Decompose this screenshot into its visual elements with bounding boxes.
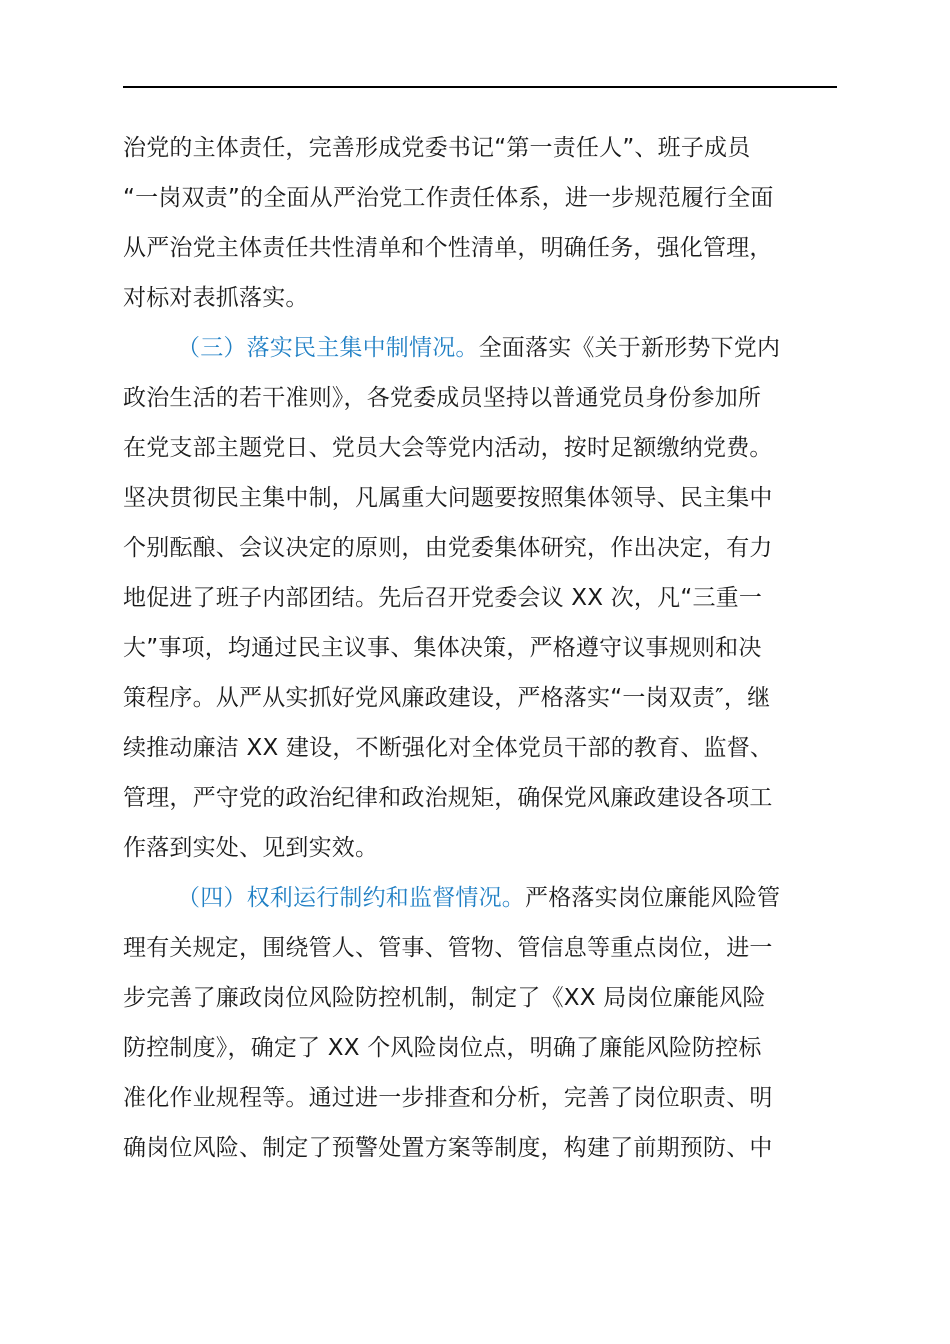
text-line: 作落到实处、见到实效。 xyxy=(123,835,379,861)
text-line: 步完善了廉政岗位风险防控机制，制定了《XX 局岗位廉能风险 xyxy=(123,985,766,1011)
document-body xyxy=(123,123,837,1173)
text-line: 理有关规定，围绕管人、管事、管物、管信息等重点岗位，进一 xyxy=(123,935,773,961)
section-heading-4: （四）权利运行制约和监督情况。 xyxy=(177,885,525,911)
header-rule xyxy=(123,86,837,88)
text-line: 确岗位风险、制定了预警处置方案等制度，构建了前期预防、中 xyxy=(123,1135,773,1161)
text-line xyxy=(123,323,837,373)
text-line: “一岗双责”的全面从严治党工作责任体系，进一步规范履行全面 xyxy=(123,185,774,211)
text-run: 全面落实《关于新形势下党内 xyxy=(478,335,781,361)
text-line: 大”事项，均通过民主议事、集体决策，严格遵守议事规则和决 xyxy=(123,635,762,661)
text-line: 策程序。从严从实抓好党风廉政建设，严格落实“一岗双责″，继 xyxy=(123,685,771,711)
text-line: 管理，严守党的政治纪律和政治规矩，确保党风廉政建设各项工 xyxy=(123,785,773,811)
text-line: 个别酝酿、会议决定的原则，由党委集体研究，作出决定，有力 xyxy=(123,535,773,561)
text-line: 政治生活的若干准则》，各党委成员坚持以普通党员身份参加所 xyxy=(123,385,762,411)
text-line: 续推动廉洁 XX 建设，不断强化对全体党员干部的教育、监督、 xyxy=(123,735,774,761)
text-line: 防控制度》，确定了 XX 个风险岗位点，明确了廉能风险防控标 xyxy=(123,1035,762,1061)
text-line: 从严治党主体责任共性清单和个性清单，明确任务，强化管理， xyxy=(123,235,773,261)
text-line: 治党的主体责任，完善形成党委书记“第一责任人”、班子成员 xyxy=(123,135,751,161)
text-run: 严格落实岗位廉能风险管 xyxy=(525,885,781,911)
paragraph-1 xyxy=(123,123,837,323)
text-line: 在党支部主题党日、党员大会等党内活动，按时足额缴纳党费。 xyxy=(123,435,773,461)
text-line: 坚决贯彻民主集中制，凡属重大问题要按照集体领导、民主集中 xyxy=(123,485,773,511)
text-line: 准化作业规程等。通过进一步排查和分析，完善了岗位职责、明 xyxy=(123,1085,773,1111)
text-line: 对标对表抓落实。 xyxy=(123,285,309,311)
section-heading-3: （三）落实民主集中制情况。 xyxy=(177,335,479,361)
text-line: 地促进了班子内部团结。先后召开党委会议 XX 次，凡“三重一 xyxy=(123,585,763,611)
text-line xyxy=(123,873,837,923)
paragraph-3 xyxy=(123,873,837,1173)
paragraph-2 xyxy=(123,323,837,873)
